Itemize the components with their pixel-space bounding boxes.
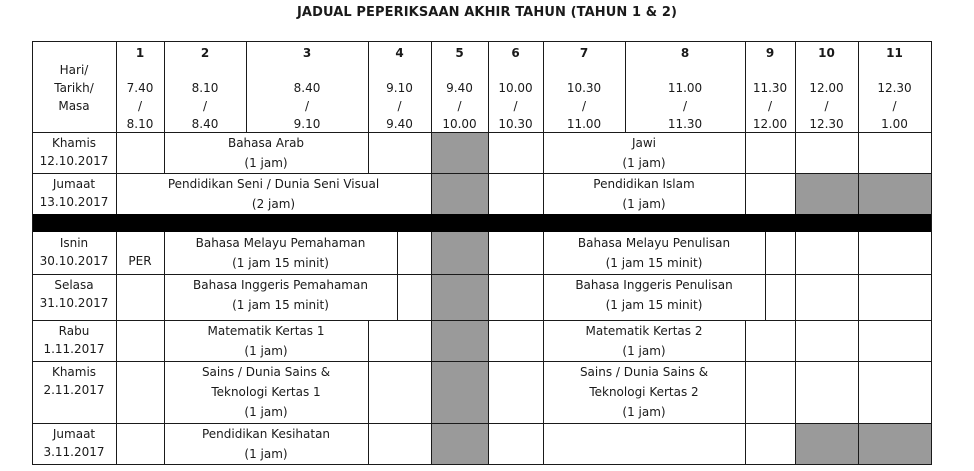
grid-line: [745, 173, 746, 214]
grid-line: [543, 423, 544, 464]
period-number: 11: [886, 46, 903, 60]
grid-line: [488, 423, 489, 464]
row-line: [32, 320, 931, 321]
period-number: 10: [818, 46, 835, 60]
grid-line: [431, 132, 432, 173]
friday-shade: [795, 173, 931, 214]
row-day: Selasa: [54, 278, 94, 292]
grid-line: [795, 423, 796, 464]
grid-line: [116, 423, 117, 464]
period-time: 9.40: [446, 81, 473, 95]
period-number: 9: [765, 46, 775, 60]
grid-line: [488, 232, 489, 274]
period-time: 11.30: [667, 117, 703, 131]
grid-line: [116, 361, 117, 423]
period-number: 8: [680, 46, 690, 60]
grid-line: [543, 173, 544, 214]
exam-subject: (1 jam): [244, 447, 288, 461]
row-date: 2.11.2017: [43, 383, 105, 397]
period-number: 5: [455, 46, 464, 60]
page-title: JADUAL PEPERIKSAAN AKHIR TAHUN (TAHUN 1 & 2): [296, 5, 678, 20]
period-number: 6: [511, 46, 520, 60]
row-date: 13.10.2017: [39, 195, 109, 209]
period-time: 10.30: [498, 117, 533, 131]
grid-line: [858, 232, 859, 274]
grid-line: [488, 41, 489, 132]
grid-line: [116, 320, 117, 361]
exam-subject: Sains / Dunia Sains &: [201, 365, 331, 379]
grid-line: [488, 320, 489, 361]
grid-line: [431, 274, 432, 320]
grid-line: [745, 423, 746, 464]
grid-line: [116, 173, 117, 214]
period-time: 1.00: [881, 117, 908, 131]
exam-subject: (2 jam): [251, 197, 296, 211]
grid-line: [765, 274, 766, 320]
table-border-bottom: [32, 464, 931, 465]
row-day: Khamis: [51, 365, 97, 379]
period-number: 2: [200, 46, 210, 60]
header-corner-label: Masa: [58, 99, 90, 113]
exam-subject: Teknologi Kertas 1: [211, 385, 321, 399]
exam-subject: (1 jam): [244, 156, 288, 170]
exam-subject: Teknologi Kertas 2: [589, 385, 699, 399]
exam-subject: Bahasa Melayu Penulisan: [577, 236, 731, 250]
exam-subject: Bahasa Melayu Pemahaman: [195, 236, 366, 250]
period-time: /: [513, 99, 518, 113]
grid-line: [397, 274, 398, 320]
grid-line: [765, 232, 766, 274]
grid-line: [488, 132, 489, 173]
grid-line: [488, 361, 489, 423]
period-time: /: [824, 99, 829, 113]
grid-line: [858, 423, 859, 464]
row-line: [32, 361, 931, 362]
period-time: /: [457, 99, 462, 113]
grid-line: [543, 361, 544, 423]
period-time: /: [581, 99, 587, 113]
grid-line: [164, 132, 165, 173]
row-date: 30.10.2017: [39, 254, 109, 268]
grid-line: [368, 41, 369, 132]
row-day: Jumaat: [52, 427, 96, 441]
period-time: 8.10: [126, 117, 154, 131]
grid-line: [795, 361, 796, 423]
period-number: 1: [135, 46, 145, 60]
exam-subject: Bahasa Inggeris Pemahaman: [193, 278, 368, 292]
table-border-top: [32, 41, 931, 42]
exam-subject: Jawi: [631, 136, 657, 150]
grid-line: [164, 232, 165, 274]
period-time: 11.00: [566, 117, 602, 131]
period-time: /: [202, 99, 208, 113]
exam-subject: (1 jam): [622, 197, 666, 211]
grid-line: [858, 274, 859, 320]
row-line: [32, 274, 931, 275]
grid-line: [858, 361, 859, 423]
grid-line: [745, 320, 746, 361]
grid-line: [164, 320, 165, 361]
grid-line: [431, 41, 432, 132]
grid-line: [164, 274, 165, 320]
grid-line: [116, 41, 117, 132]
exam-subject: (1 jam 15 minit): [232, 298, 329, 312]
grid-line: [488, 173, 489, 214]
row-day: Rabu: [58, 324, 90, 338]
row-day: Khamis: [51, 136, 97, 150]
grid-line: [858, 41, 859, 132]
period-time: 8.10: [191, 81, 219, 95]
grid-line: [368, 361, 369, 423]
period-time: 11.00: [667, 81, 703, 95]
grid-line: [164, 423, 165, 464]
grid-line: [745, 132, 746, 173]
exam-subject: Bahasa Inggeris Penulisan: [575, 278, 733, 292]
grid-line: [795, 320, 796, 361]
exam-subject: (1 jam 15 minit): [232, 256, 329, 270]
grid-line: [795, 232, 796, 274]
period-time: 12.30: [809, 117, 844, 131]
period-time: 11.30: [752, 81, 788, 95]
period-time: 10.00: [442, 117, 477, 131]
grid-line: [795, 41, 796, 132]
period-time: /: [682, 99, 688, 113]
row-date: 12.10.2017: [39, 154, 109, 168]
grid-line: [795, 274, 796, 320]
period-time: /: [304, 99, 310, 113]
row-line: [32, 132, 931, 133]
grid-line: [397, 232, 398, 274]
period-time: 12.00: [752, 117, 788, 131]
break-shade: [431, 132, 488, 464]
grid-line: [795, 173, 796, 214]
exam-subject: (1 jam): [622, 344, 666, 358]
grid-line: [116, 274, 117, 320]
grid-line: [368, 423, 369, 464]
grid-line: [431, 320, 432, 361]
grid-line: [431, 361, 432, 423]
grid-line: [625, 41, 626, 132]
grid-line: [431, 232, 432, 274]
exam-subject: Matematik Kertas 2: [585, 324, 703, 338]
grid-line: [795, 132, 796, 173]
grid-line: [543, 232, 544, 274]
row-date: 1.11.2017: [43, 342, 105, 356]
exam-subject: Pendidikan Kesihatan: [201, 427, 331, 441]
row-day: Isnin: [59, 236, 89, 250]
exam-subject: (1 jam): [244, 344, 288, 358]
grid-line: [116, 132, 117, 173]
period-time: 9.10: [293, 117, 321, 131]
exam-subject: Bahasa Arab: [227, 136, 305, 150]
period-number: 3: [302, 46, 312, 60]
table-border-left: [32, 41, 33, 465]
grid-line: [368, 320, 369, 361]
period-time: 12.00: [809, 81, 844, 95]
period-time: 10.00: [498, 81, 533, 95]
exam-subject: (1 jam): [622, 405, 666, 419]
grid-line: [488, 274, 489, 320]
exam-subject: (1 jam 15 minit): [605, 256, 703, 270]
grid-line: [745, 361, 746, 423]
grid-line: [431, 173, 432, 214]
grid-line: [543, 41, 544, 132]
exam-subject: (1 jam 15 minit): [605, 298, 703, 312]
period-time: 9.10: [386, 81, 413, 95]
friday-shade: [795, 423, 931, 464]
exam-subject: Pendidikan Islam: [593, 177, 695, 191]
exam-subject: Pendidikan Seni / Dunia Seni Visual: [167, 177, 380, 191]
row-day: Jumaat: [52, 177, 96, 191]
row-line: [32, 423, 931, 424]
grid-line: [116, 232, 117, 274]
table-border-right: [931, 41, 932, 465]
row-line: [32, 173, 931, 174]
period-time: 9.40: [386, 117, 413, 131]
grid-line: [431, 423, 432, 464]
header-corner-label: Hari/: [59, 63, 89, 77]
exam-subject: (1 jam): [622, 156, 666, 170]
period-time: /: [137, 99, 143, 113]
grid-line: [858, 132, 859, 173]
week-separator: [32, 214, 931, 232]
grid-line: [246, 41, 247, 132]
grid-line: [858, 173, 859, 214]
period-time: 7.40: [126, 81, 154, 95]
exam-subject: Sains / Dunia Sains &: [579, 365, 709, 379]
grid-line: [164, 361, 165, 423]
grid-line: [164, 41, 165, 132]
exam-subject: Matematik Kertas 1: [207, 324, 325, 338]
period-time: 10.30: [566, 81, 602, 95]
row-date: 31.10.2017: [39, 296, 109, 310]
period-time: 8.40: [293, 81, 321, 95]
exam-subject: (1 jam): [244, 405, 288, 419]
row-date: 3.11.2017: [43, 445, 105, 459]
per-label: PER: [128, 254, 152, 268]
period-time: /: [767, 99, 773, 113]
grid-line: [745, 41, 746, 132]
period-number: 7: [579, 46, 589, 60]
grid-line: [858, 320, 859, 361]
period-time: /: [892, 99, 897, 113]
period-number: 4: [395, 46, 404, 60]
grid-line: [543, 320, 544, 361]
period-time: 12.30: [877, 81, 912, 95]
header-corner-label: Tarikh/: [54, 81, 94, 95]
period-time: /: [397, 99, 402, 113]
grid-line: [543, 274, 544, 320]
grid-line: [368, 132, 369, 173]
period-time: 8.40: [191, 117, 219, 131]
grid-line: [543, 132, 544, 173]
